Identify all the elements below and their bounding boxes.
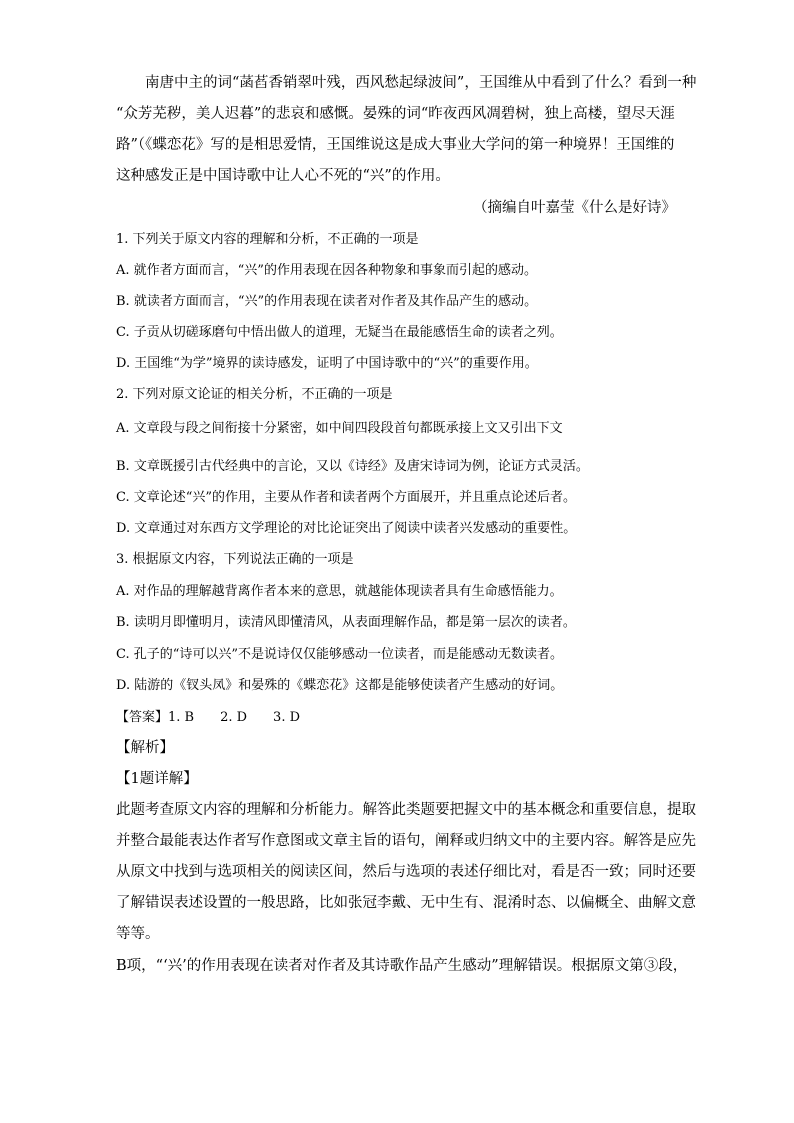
passage-line-1: 南唐中主的词“菡萏香销翠叶残，西风愁起绿波间”，王国维从中看到了什么？看到一种	[116, 75, 697, 91]
passage-line-4: 这种感发正是中国诗歌中让人心不死的“兴”的作用。	[116, 168, 450, 184]
passage-source: （摘编自叶嘉莹《什么是好诗》	[473, 200, 676, 216]
analysis-label: 【解析】	[116, 740, 174, 756]
question-2-option-a: A. 文章段与段之间衔接十分紧密，如中间四段段首句都既承接上文又引出下文	[116, 421, 563, 436]
question-1-option-b: B. 就读者方面而言，“兴”的作用表现在读者对作者及其作品产生的感动。	[116, 294, 538, 309]
question-1-option-d: D. 王国维“为学”境界的读诗感发，证明了中国诗歌中的“兴”的重要作用。	[116, 356, 538, 371]
question-3-option-a: A. 对作品的理解越背离作者本来的意思，就越能体现读者具有生命感悟能力。	[116, 584, 563, 599]
question-3-option-d: D. 陆游的《钗头凤》和晏殊的《蝶恋花》这都是能够使读者产生感动的好词。	[116, 678, 564, 693]
passage-line-2: “众芳芜秽，美人迟暮”的悲哀和感慨。晏殊的词“昨夜西风凋碧树，独上高楼，望尽天涯	[116, 106, 675, 122]
question-1-stem: 1. 下列关于原文内容的理解和分析，不正确的一项是	[116, 232, 419, 247]
question-2-option-c: C. 文章论述“兴”的作用，主要从作者和读者两个方面展开，并且重点论述后者。	[116, 490, 577, 505]
question-1-option-c: C. 子贡从切磋琢磨句中悟出做人的道理，无疑当在最能感悟生命的读者之列。	[116, 325, 563, 340]
question-2-stem: 2. 下列对原文论证的相关分析，不正确的一项是	[116, 387, 393, 402]
question-2-option-d: D. 文章通过对东西方文学理论的对比论证突出了阅读中读者兴发感动的重要性。	[116, 521, 577, 536]
analysis-line-1: 此题考查原文内容的理解和分析能力。解答此类题要把握文中的基本概念和重要信息，提取	[116, 802, 696, 818]
analysis-line-3: 从原文中找到与选项相关的阅读区间，然后与选项的表述仔细比对，看是否一致；同时还要	[116, 864, 696, 880]
answer-line: 【答案】1. B 2. D 3. D	[116, 710, 301, 725]
passage-line-3: 路”（《蝶恋花》写的是相思爱情，王国维说这是成大事业大学问的第一种境界！王国维的	[116, 137, 675, 153]
analysis-line-5: 等等。	[116, 926, 160, 942]
question-2-option-b: B. 文章既援引古代经典中的言论，又以《诗经》及唐宋诗词为例，论证方式灵活。	[116, 459, 589, 474]
option-b-note: B项，“‘兴’的作用表现在读者对作者及其诗歌作品产生感动”理解错误。根据原文第③段，	[116, 958, 688, 974]
detail-label: 【1题详解】	[116, 771, 198, 787]
analysis-line-2: 并整合最能表达作者写作意图或文章主旨的语句，阐释或归纳文中的主要内容。解答是应先	[116, 833, 696, 849]
question-3-option-b: B. 读明月即懂明月，读清风即懂清风，从表面理解作品，都是第一层次的读者。	[116, 615, 576, 630]
question-3-option-c: C. 孔子的“诗可以兴”不是说诗仅仅能够感动一位读者，而是能感动无数读者。	[116, 647, 564, 662]
question-1-option-a: A. 就作者方面而言，“兴”的作用表现在因各种物象和事象而引起的感动。	[116, 263, 537, 278]
question-3-stem: 3. 根据原文内容，下列说法正确的一项是	[116, 552, 354, 567]
analysis-line-4: 了解错误表述设置的一般思路，比如张冠李戴、无中生有、混淆时态、以偏概全、曲解文意	[116, 895, 696, 911]
